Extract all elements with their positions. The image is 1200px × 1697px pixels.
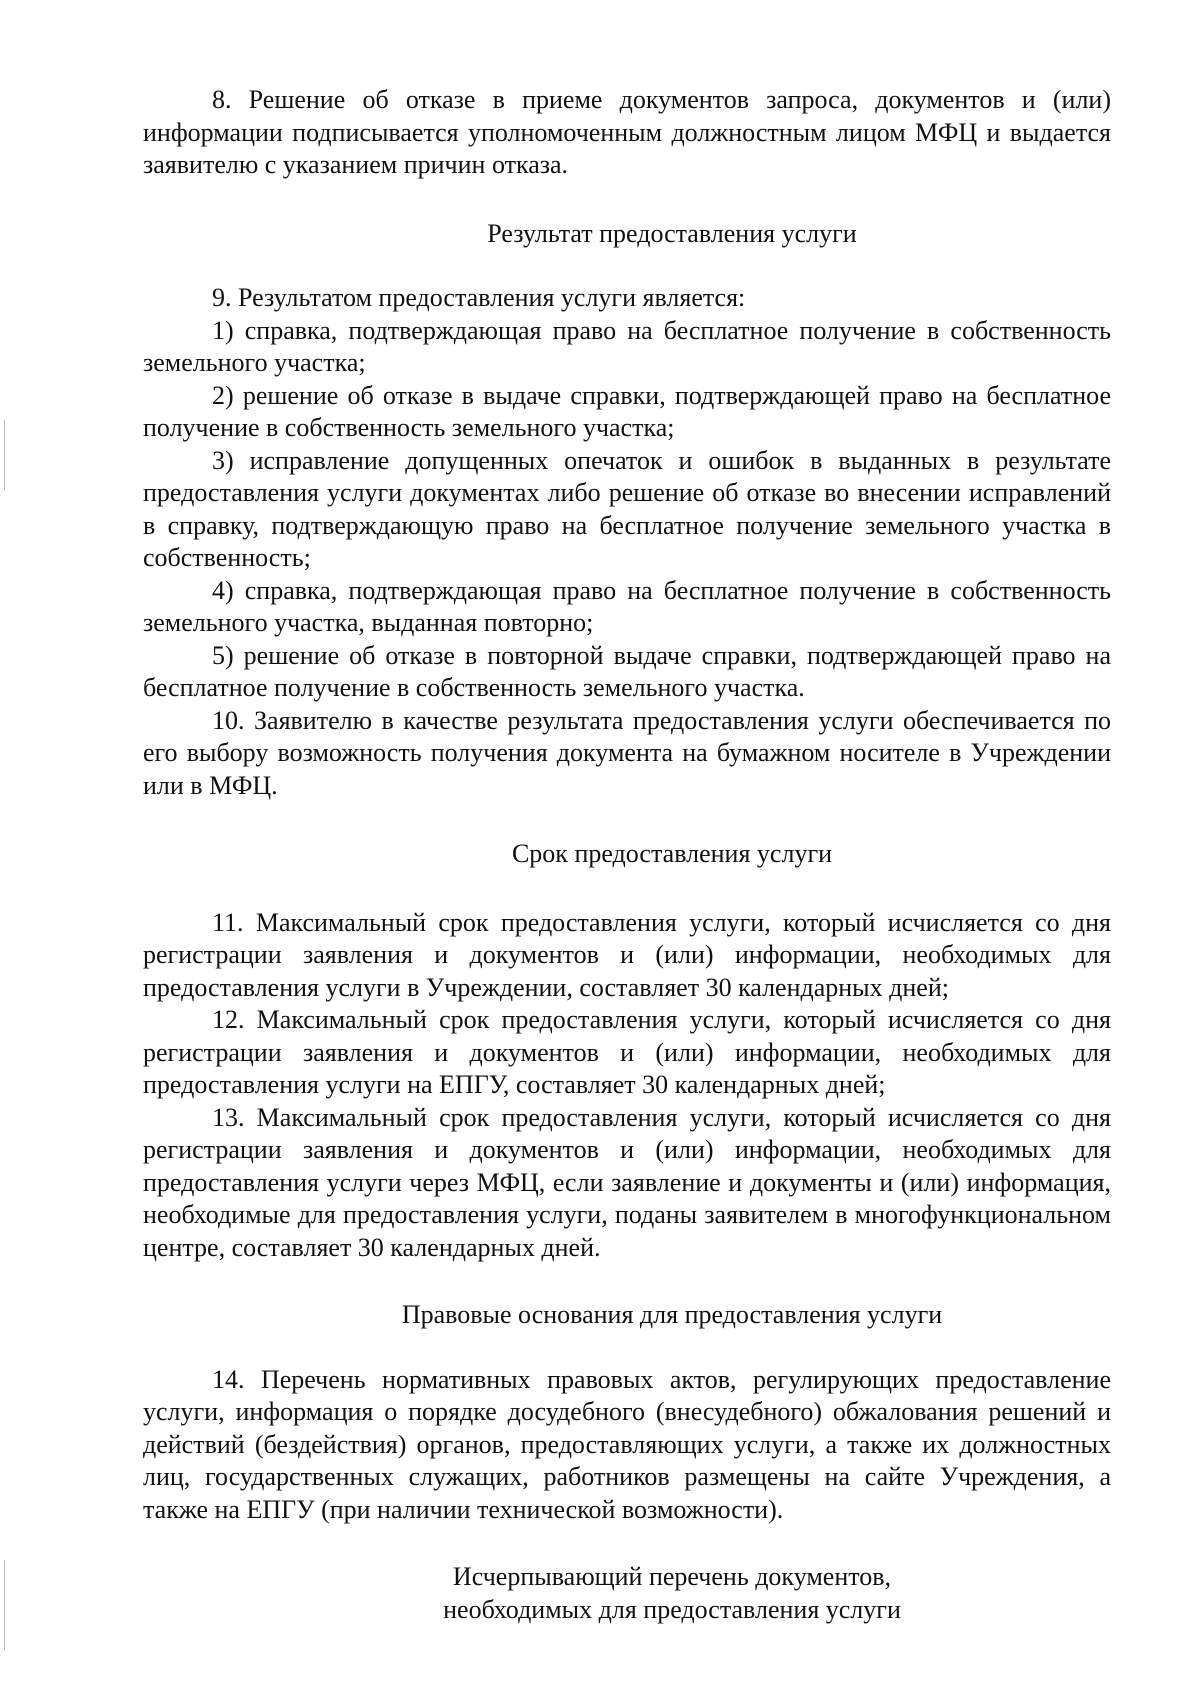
result-list (143, 282, 1111, 802)
heading-legal: Правовые основания для предоставления услуги (401, 1300, 943, 1329)
heading-documents-line-2: необходимых для предоставления услуги (443, 1594, 901, 1624)
paragraph-9: 9. Результатом предоставления услуги является: (212, 283, 746, 312)
paragraph-14: 14. Перечень нормативных правовых актов, регулирующих предоставление услуги, информация о порядке досудебного (внесудебного) обжалования решений и действий (бездействия) органов, предоставляющих услуги, а также их должностных лиц, государственных служащих, работников размещены на сайте Учреждения, а также на ЕПГУ (при наличии технической возможности). (143, 1364, 1111, 1524)
document-body (143, 84, 1111, 1626)
paragraph-12: 12. Максимальный срок предоставления услуги, который исчисляется со дня регистрации заявления и документов и (или) информации, необходимых для предоставления услуги на ЕПГУ, составляет 30 календарных дней; (143, 1005, 1111, 1099)
heading-documents (233, 1561, 1111, 1626)
list-item-9-5: 5) решение об отказе в повторной выдаче справки, подтверждающей право на бесплатное получение в собственность земельного участка. (143, 640, 1111, 702)
list-item-9-4: 4) справка, подтверждающая право на бесплатное получение в собственность земельного участка, выданная повторно; (143, 575, 1111, 637)
scan-edge-mark-bottom (4, 1560, 5, 1650)
paragraph-10: 10. Заявителю в качестве результата предоставления услуги обеспечивается по его выбору возможность получения документа на бумажном носителе в Учреждении или в МФЦ. (143, 705, 1111, 800)
paragraph-13: 13. Максимальный срок предоставления услуги, который исчисляется со дня регистрации заявления и документов и (или) информации, необходимых для предоставления услуги через МФЦ, если заявление и документы и (или) информация, необходимые для предоставления услуги, поданы заявителем в многофункциональном центре, составляет 30 календарных дней. (143, 1102, 1111, 1262)
heading-documents-line-1: Исчерпывающий перечень документов, (452, 1562, 892, 1591)
list-item-9-2: 2) решение об отказе в выдаче справки, подтверждающей право на бесплатное получение в собственность земельного участка; (143, 380, 1111, 442)
paragraph-8: 8. Решение об отказе в приеме документов запроса, документов и (или) информации подписывается уполномоченным должностным лицом МФЦ и выдается заявителю с указанием причин отказа. (143, 85, 1111, 179)
heading-result: Результат предоставления услуги (487, 218, 857, 248)
paragraph-11: 11. Максимальный срок предоставления услуги, который исчисляется со дня регистрации заявления и документов и (или) информации, необходимых для предоставления услуги в Учреждении, составляет 30 календарных дней; (143, 907, 1111, 1002)
heading-term: Срок предоставления услуги (511, 839, 833, 868)
list-item-9-3: 3) исправление допущенных опечаток и ошибок в выданных в результате предоставления услуги документах либо решение об отказе во внесении исправлений в справку, подтверждающую право на бесплатное получение земельного участка в собственность; (143, 445, 1111, 572)
list-item-9-1: 1) справка, подтверждающая право на бесплатное получение в собственность земельного участка; (143, 315, 1111, 377)
scan-edge-mark-top (4, 420, 5, 490)
